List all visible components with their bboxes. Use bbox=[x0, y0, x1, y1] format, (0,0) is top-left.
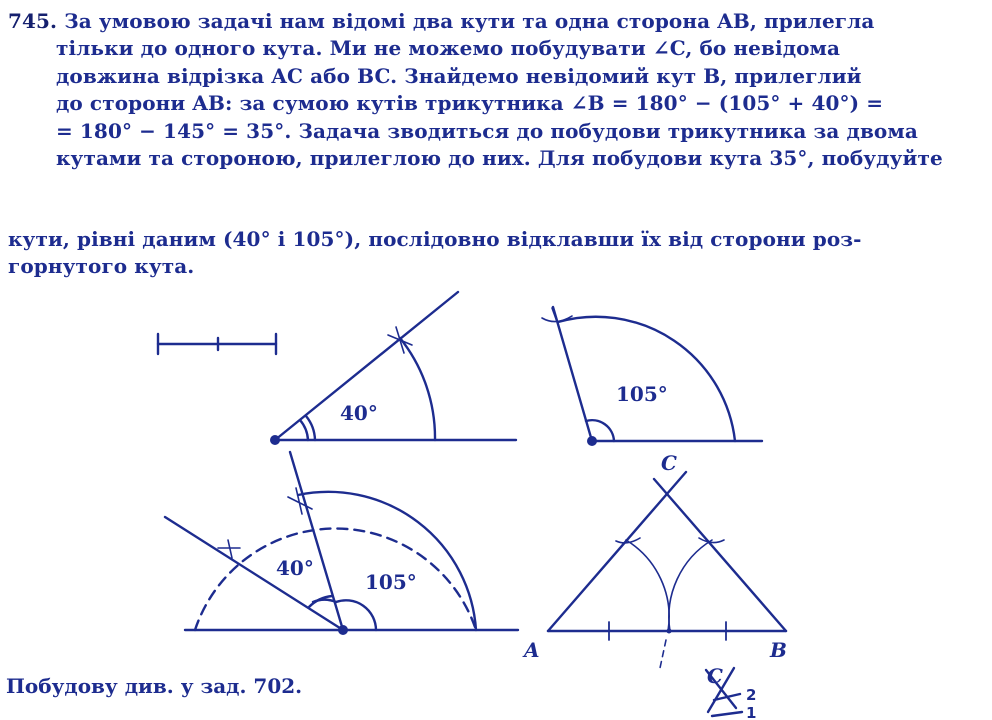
mark-1-label: 1 bbox=[746, 704, 757, 720]
angle-40-construction bbox=[275, 292, 516, 440]
reference-note: Побудову див. у зад. 702. bbox=[6, 674, 303, 698]
vertex-dot-40 bbox=[270, 435, 280, 445]
combined-angle-construction bbox=[165, 452, 518, 630]
problem-line-5: = 180° − 145° = 35°. Задача зводиться до побудови трикутника за двома bbox=[56, 118, 918, 143]
continuation-line-1: кути, рівні даним (40° і 105°), послідовно відклавши їх від сторони роз- bbox=[8, 227, 862, 251]
small-c-label: C bbox=[707, 664, 723, 688]
angle-105-construction bbox=[542, 307, 762, 441]
angle-40-label: 40° bbox=[340, 401, 378, 425]
given-segment bbox=[158, 334, 276, 354]
vertex-b-label: B bbox=[770, 638, 787, 662]
problem-line-6: кутами та стороною, прилеглою до них. Для побудови кута 35°, побудуйте bbox=[56, 146, 943, 171]
problem-line-2: тільки до одного кута. Ми не можемо побудувати ∠C, бо невідома bbox=[56, 36, 841, 61]
vertex-c-label: C bbox=[661, 451, 677, 475]
triangle-abc bbox=[548, 472, 786, 668]
problem-number: 745. bbox=[8, 9, 58, 33]
vertex-a-label: A bbox=[524, 638, 540, 662]
vertex-dot-combined bbox=[338, 625, 348, 635]
vertex-dot-105 bbox=[587, 436, 597, 446]
problem-line-1: 745. За умовою задачі нам відомі два кути та одна сторона AB, прилегла bbox=[8, 9, 875, 33]
combined-105-label: 105° bbox=[365, 570, 417, 594]
continuation-line-2: горнутого кута. bbox=[8, 254, 195, 279]
problem-line-3: довжина відрізка AC або BC. Знайдемо невідомий кут B, прилеглий bbox=[56, 63, 862, 88]
mark-2-label: 2 bbox=[746, 686, 757, 704]
angle-105-label: 105° bbox=[616, 382, 668, 406]
combined-40-label: 40° bbox=[276, 556, 314, 580]
problem-line-4: до сторони AB: за сумою кутів трикутника ∠B = 180° − (105° + 40°) = bbox=[56, 91, 884, 116]
